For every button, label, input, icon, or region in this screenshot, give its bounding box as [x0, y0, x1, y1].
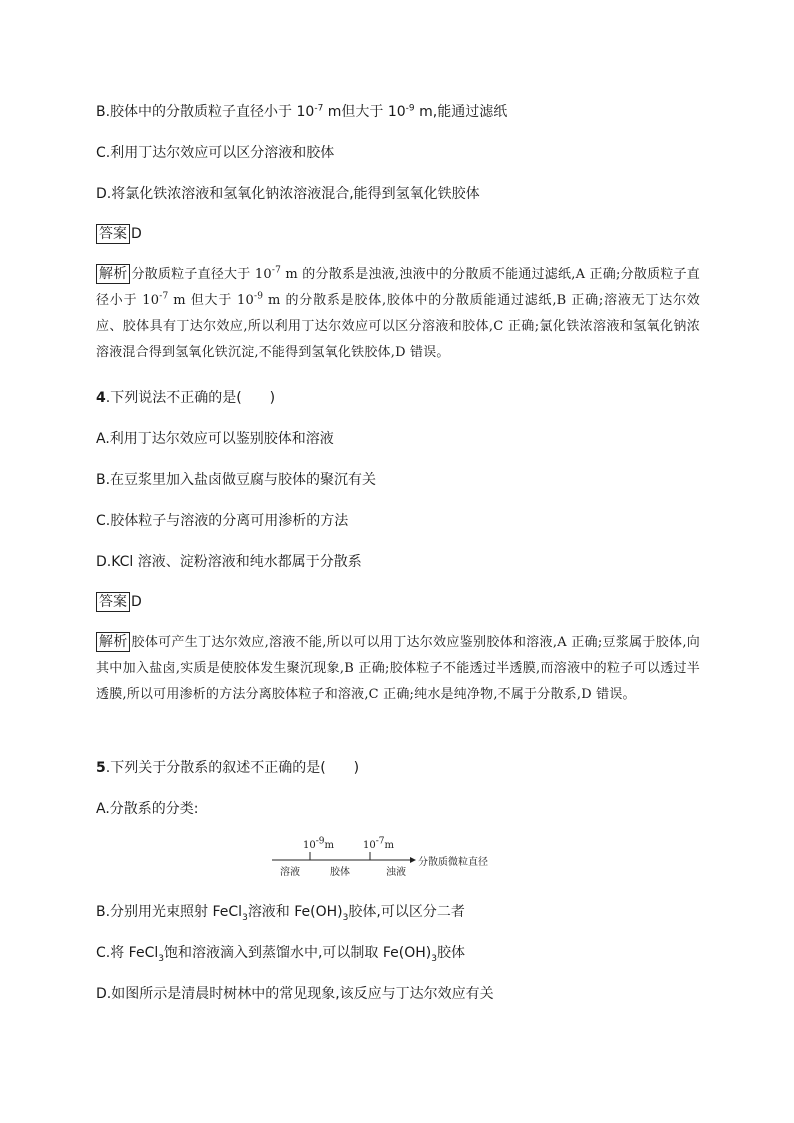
segment-suspension-label: 浊液	[386, 867, 406, 878]
q4-analysis	[96, 630, 700, 708]
exponent: -7	[271, 265, 282, 276]
answer-value: D	[131, 594, 142, 610]
q5-stem	[96, 758, 359, 778]
q5-option-a: A.分散系的分类:	[96, 801, 199, 817]
subscript: 3	[431, 953, 437, 964]
text: 胶体,可以区分二者	[348, 904, 465, 920]
text: m 的分散系是浊液,浊液中的分散质不能通过滤纸,A 正确;分散质粒子直径小于 10	[96, 267, 700, 308]
q3-option-b	[96, 102, 507, 122]
q3-analysis	[96, 262, 700, 366]
q4-option-a: A.利用丁达尔效应可以鉴别胶体和溶液	[96, 431, 334, 447]
segment-colloid-label: 胶体	[330, 867, 350, 878]
question-stem: .下列说法不正确的是( )	[105, 390, 276, 406]
segment-solution-label: 溶液	[280, 867, 300, 878]
text: 饱和溶液滴入到蒸馏水中,可以制取 Fe(OH)	[163, 945, 432, 961]
tick-2-label: 10-7m	[363, 836, 394, 851]
text: m但大于 10	[323, 104, 406, 120]
text: 胶体可产生丁达尔效应,溶液不能,所以可以用丁达尔效应鉴别胶体和溶液,A 正确;豆浆属于胶体,向其中加入盐卤,实质是使胶体发生聚沉现象,B 正确;胶体粒子不能透过半透膜,而溶液中的粒子可以透过半透膜,所以可用渗析的方法分离胶体粒子和溶液,C 正确;纯水是纯净物,不属于分散系,D 错误。	[96, 635, 700, 702]
q4-option-b: B.在豆浆里加入盐卤做豆腐与胶体的聚沉有关	[96, 472, 377, 488]
text: 溶液和 Fe(OH)	[247, 904, 343, 920]
question-number: 5	[96, 760, 106, 776]
text: 胶体	[437, 945, 465, 961]
text: B.胶体中的分散质粒子直径小于 10	[96, 104, 315, 120]
q4-stem	[96, 388, 275, 408]
answer-value: D	[131, 226, 142, 242]
axis-label: 分散质微粒直径	[418, 857, 488, 868]
q3-option-c: C.利用丁达尔效应可以区分溶液和胶体	[96, 145, 335, 161]
exponent: -7	[314, 103, 324, 114]
text: 分散质粒子直径大于 10	[131, 267, 272, 282]
answer-tag: 答案	[96, 592, 130, 612]
dispersion-classification-diagram	[270, 836, 540, 882]
tick-1-label: 10-9m	[303, 836, 334, 851]
answer-tag: 答案	[96, 224, 130, 244]
analysis-tag: 解析	[96, 632, 130, 652]
exponent: -9	[253, 291, 264, 302]
q3-option-d: D.将氯化铁浓溶液和氢氧化钠浓溶液混合,能得到氢氧化铁胶体	[96, 186, 480, 202]
question-stem: .下列关于分散系的叙述不正确的是( )	[105, 760, 360, 776]
q3-answer	[96, 224, 142, 244]
text: m,能通过滤纸	[414, 104, 508, 120]
text: C.将 FeCl	[96, 945, 159, 961]
subscript: 3	[242, 912, 248, 923]
exponent: -7	[159, 291, 169, 302]
q5-option-b	[96, 902, 465, 922]
q5-option-d: D.如图所示是清晨时树林中的常见现象,该反应与丁达尔效应有关	[96, 986, 494, 1002]
q4-option-d: D.KCl 溶液、淀粉溶液和纯水都属于分散系	[96, 554, 362, 570]
text: B.分别用光束照射 FeCl	[96, 904, 243, 920]
subscript: 3	[158, 953, 164, 964]
text: m 的分散系是胶体,胶体中的分散质能通过滤纸,B 正确;溶液无丁达尔效应、胶体具有丁达尔效应,所以利用丁达尔效应可以区分溶液和胶体,C 正确;氯化铁浓溶液和氢氧化钠浓溶液混合得到氢氧化铁沉淀,不能得到氢氧化铁胶体,D 错误。	[96, 293, 700, 360]
text: m 但大于 10	[168, 293, 254, 308]
q5-option-c	[96, 943, 465, 963]
subscript: 3	[342, 912, 349, 923]
exponent: -9	[405, 103, 415, 114]
q4-option-c: C.胶体粒子与溶液的分离可用渗析的方法	[96, 513, 349, 529]
analysis-tag: 解析	[96, 264, 130, 284]
q4-answer	[96, 592, 142, 612]
arrow-icon	[410, 857, 416, 863]
question-number: 4	[96, 390, 106, 406]
